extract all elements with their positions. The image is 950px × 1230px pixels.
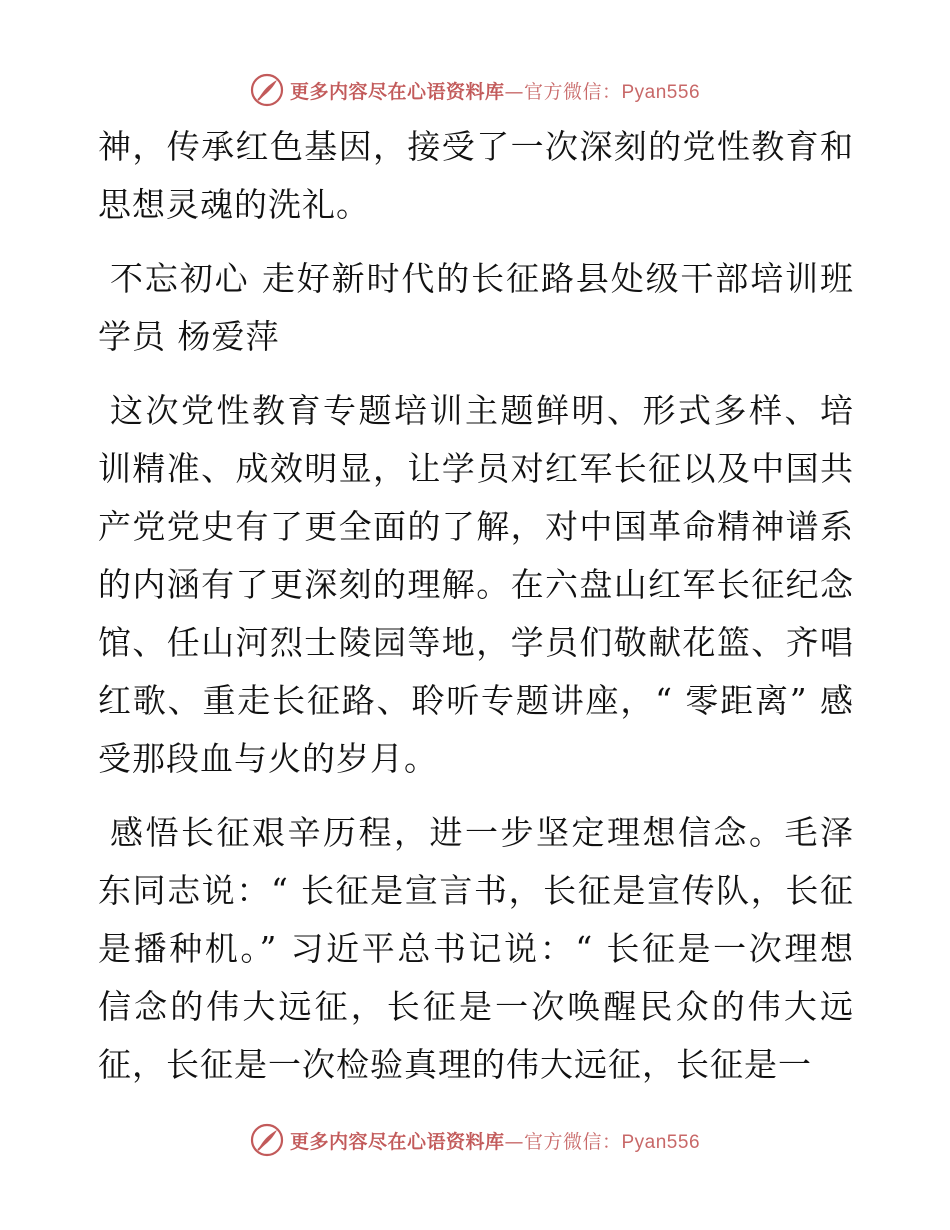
paragraph-training-overview: 这次党性教育专题培训主题鲜明、形式多样、培训精准、成效明显，让学员对红军长征以及中国共产党党史有了更全面的了解，对中国革命精神谱系的内涵有了更深刻的理解。在六盘山红军长征纪念馆、任山河烈士陵园等地，学员们敬献花篮、齐唱红歌、重走长征路、聆听专题讲座，“ 零距离” 感受那段血与火的岁月。	[98, 391, 854, 778]
watermark-brand: 更多内容尽在心语资料库	[289, 1130, 505, 1153]
watermark-id: Pyan556	[621, 81, 701, 103]
quill-logo-icon	[250, 73, 284, 107]
watermark-text	[290, 1127, 700, 1154]
watermark-id: Pyan556	[621, 1131, 701, 1153]
watermark-brand: 更多内容尽在心语资料库	[289, 80, 505, 103]
article-title-author: 不忘初心 走好新时代的长征路县处级干部培训班学员 杨爱萍	[98, 259, 854, 356]
watermark-dash: —	[504, 1130, 524, 1153]
watermark-official: 官方微信：	[523, 1130, 622, 1153]
watermark-official: 官方微信：	[523, 80, 622, 103]
header-watermark	[0, 70, 950, 110]
quill-logo-icon	[250, 1123, 284, 1157]
document-body	[98, 118, 854, 1110]
footer-watermark	[0, 1120, 950, 1160]
paragraph-long-march-ideals: 感悟长征艰辛历程，进一步坚定理想信念。毛泽东同志说：“ 长征是宣言书，长征是宣传队，长征是播种机。” 习近平总书记说：“ 长征是一次理想信念的伟大远征，长征是一次唤醒民众的伟大远征，长征是一次检验真理的伟大远征，长征是一	[98, 813, 854, 1084]
watermark-text	[290, 77, 700, 104]
watermark-dash: —	[504, 80, 524, 103]
paragraph-continuation: 神，传承红色基因，接受了一次深刻的党性教育和思想灵魂的洗礼。	[98, 127, 854, 224]
